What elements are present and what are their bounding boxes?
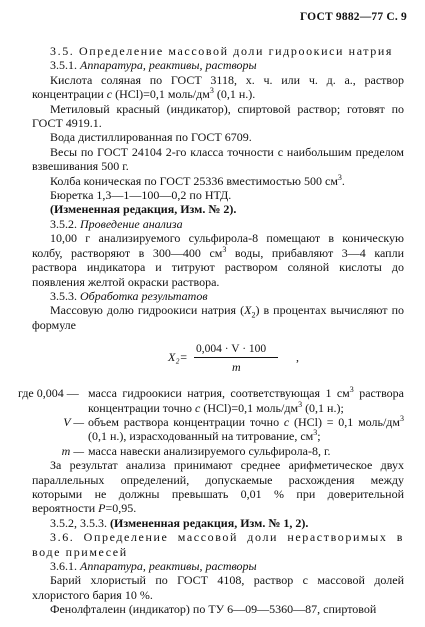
page-header: ГОСТ 9882—77 С. 9 [299,11,407,23]
definition-v-label: V — [63,414,84,429]
barium-chloride-item: Барий хлористый по ГОСТ 4108, раствор с массовой долей хлористого бария 10 %. [32,573,404,602]
fraction-bar [194,357,278,358]
distilled-water-item: Вода дистиллированная по ГОСТ 6709. [50,130,252,145]
mass-fraction-intro: Массовую долю гидроокиси натрия $(X_2)$ в процентах вычисляют по формуле [32,303,405,332]
burette-item: Бюретка 1,3—1—100—0,2 по НТД. [50,188,232,203]
definition-0004-text: масса гидроокиси натрия, соответствующая 1 $см^3$ раствора концентрации точно c (HCl)=0,1 моль/$дм^3$ (0,1 н.); [88,385,405,415]
analysis-procedure-paragraph: 10,00 г анализируемого сульфирола-8 помещают в коническую колбу, растворяют в 300—400 $см^3$ воды, прибавляют 3—4 капли раствора индикатора и титруют раствором соляной кислоты до появления желтой окраски раствора. [32,231,404,289]
formula-numerator: 0,004 · V · 100 [196,343,267,356]
definition-0004-label: где 0,004 — [18,386,79,401]
scales-item: Весы по ГОСТ 24104 2-го класса точности с наибольшим пределом взвешивания 500 г. [32,144,404,174]
amendment-note-1: (Измененная редакция, Изм. № 2). [50,202,237,217]
formula-x2 [32,338,404,384]
subsection-3-5-3-heading: 3.5.3. Обработка результатов [50,288,208,303]
subsection-3-5-2-heading: 3.5.2. Проведение анализа [50,216,183,231]
definition-m-text: масса навески анализируемого сульфирола-8, г. [88,443,331,458]
definition-m-label: m — [61,443,84,458]
definition-m [32,444,404,458]
subsection-3-5-1-heading: 3.5.1. Аппаратура, реактивы, растворы [50,58,257,73]
document-body [18,44,405,617]
definition-v-text: объем раствора концентрации точно c (HCl) = 0,1 моль/$дм^3$ (0,1 н.), израсходованный на титрование, $см^3$; [88,413,404,444]
definition-0004 [18,385,405,415]
amendment-note-2: 3.5.2, 3.5.3. (Измененная редакция, Изм. № 1, 2). [50,515,309,530]
formula-denominator: m [232,360,241,375]
section-3-5-heading: 3.5. Определение массовой доли гидроокиси натрия [50,44,394,58]
methyl-red-item: Метиловый красный (индикатор), спиртовой раствор; готовят по ГОСТ 4919.1. [32,101,404,131]
section-3-6-heading: 3.6. Определение массовой доли нерастворимых в воде примесей [32,530,404,559]
subsection-3-6-1-heading: 3.6.1. Аппаратура, реактивы, растворы [50,559,257,573]
formula-comma: , [296,350,299,365]
result-paragraph: За результат анализа принимают среднее арифметическое двух параллельных определений, допускаемые расхождения между которыми не должны превышать 0,01 % при доверительной вероятности P=0,95. [32,458,404,516]
formula-lhs: X₂= [168,350,188,365]
phenolphthalein-item: Фенолфталеин (индикатор) по ТУ 6—09—5360—87, спиртовой [50,602,377,617]
definition-v [32,415,404,444]
conical-flask-item: Колба коническая по ГОСТ 25336 вместимостью 500 $см^3$. [50,172,345,188]
hydrochloric-acid-item: Кислота соляная по ГОСТ 3118, х. ч. или ч. д. а., раствор концентрации c (HCl)=0,1 моль/$дм^3$ (0,1 н.). [32,72,404,102]
